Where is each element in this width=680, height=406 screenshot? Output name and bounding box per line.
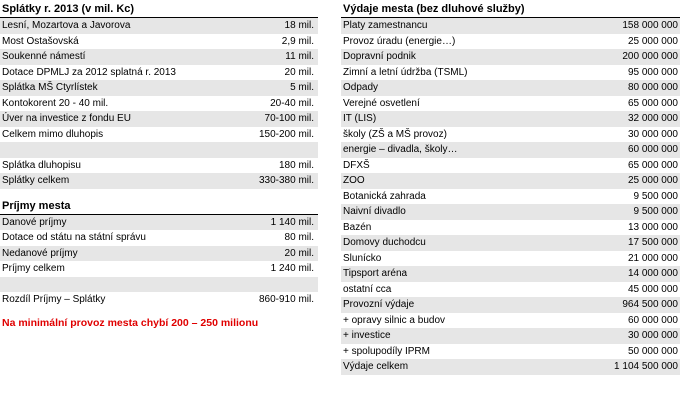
row-value: 1 104 500 000 (614, 361, 678, 372)
row-label: Bazén (343, 221, 372, 233)
row-value: 11 mil. (285, 51, 314, 62)
table-row (341, 282, 680, 298)
row-label: + investice (343, 330, 391, 341)
row-value: 60 000 000 (627, 314, 678, 326)
row-label: Nedanové príjmy (2, 247, 78, 259)
deficit-note: Na minimální provoz mesta chybí 200 – 250 milionu (2, 316, 259, 329)
table-row (0, 173, 318, 189)
table-row (0, 127, 318, 143)
row-label: Botanická zahrada (343, 190, 426, 202)
row-label: energie – divadla, školy… (343, 144, 458, 155)
table-row (0, 261, 318, 277)
table-row (341, 328, 680, 344)
row-value: 18 mil. (284, 20, 314, 31)
row-value: 80 000 000 (627, 82, 678, 93)
table-row (341, 251, 680, 267)
row-label: Úver na investice z fondu EU (2, 113, 131, 124)
table-row (341, 111, 680, 127)
repayments-title: Splátky r. 2013 (v mil. Kc) (0, 0, 318, 18)
row-label: Výdaje celkem (343, 361, 409, 372)
row-value: 964 500 000 (622, 299, 678, 310)
row-label: Lesní, Mozartova a Javorova (2, 20, 131, 31)
table-row (341, 80, 680, 96)
income-table (0, 215, 318, 308)
row-value: 13 000 000 (627, 221, 678, 233)
row-label: Zimní a letní údržba (TSML) (343, 66, 468, 78)
row-value: 860-910 mil. (258, 294, 314, 305)
income-title: Príjmy mesta (0, 197, 318, 215)
row-label: DFXŠ (343, 159, 370, 171)
table-row (0, 80, 318, 96)
repayments-table (0, 18, 318, 189)
table-row (0, 292, 318, 308)
row-value: 2,9 mil. (281, 35, 314, 47)
table-row (0, 230, 318, 246)
table-row (341, 173, 680, 189)
expenditures-section (341, 0, 680, 375)
table-row (341, 313, 680, 329)
table-row (341, 158, 680, 174)
row-value: 9 500 000 (633, 190, 678, 202)
table-row (341, 18, 680, 34)
row-value: 50 000 000 (627, 345, 678, 357)
row-label: Danové príjmy (2, 216, 67, 228)
expenditures-title: Výdaje mesta (bez dluhové služby) (341, 0, 680, 18)
row-label: ZOO (343, 175, 365, 186)
row-value: 80 mil. (284, 232, 314, 243)
row-label: Most Ostašovská (2, 35, 79, 47)
table-row (341, 142, 680, 158)
row-value: 65 000 000 (627, 97, 678, 109)
row-label: Slunícko (343, 252, 382, 264)
table-row (341, 65, 680, 81)
row-value: 45 000 000 (627, 283, 678, 295)
table-row (341, 359, 680, 375)
section-spacer (0, 189, 318, 197)
row-value: 32 000 000 (627, 113, 678, 124)
row-label: Dotace DPMLJ za 2012 splatná r. 2013 (2, 66, 176, 78)
table-row (0, 158, 318, 174)
table-row (341, 127, 680, 143)
row-label: + opravy silnic a budov (343, 314, 446, 326)
row-value: 17 500 000 (627, 237, 678, 248)
row-label: Verejné osvetlení (343, 97, 420, 109)
row-label: Kontokorent 20 - 40 mil. (2, 97, 109, 109)
row-label: Dopravní podnik (343, 51, 416, 62)
table-row (0, 277, 318, 293)
row-value: 5 mil. (290, 82, 314, 93)
row-label: školy (ZŠ a MŠ provoz) (343, 128, 447, 140)
row-label: Domovy duchodcu (343, 237, 426, 248)
row-label: Soukenné námestí (2, 51, 86, 62)
table-row (341, 96, 680, 112)
table-row (341, 204, 680, 220)
row-value: 65 000 000 (627, 159, 678, 171)
row-value: 21 000 000 (627, 252, 678, 264)
row-value: 14 000 000 (627, 268, 678, 279)
table-row (0, 65, 318, 81)
table-row (341, 220, 680, 236)
row-label: Tipsport aréna (343, 268, 408, 279)
row-label: Dotace od státu na státní správu (2, 232, 146, 243)
row-value: 200 000 000 (622, 51, 678, 62)
row-label: Rozdíl Príjmy – Splátky (2, 294, 106, 305)
row-value: 1 240 mil. (270, 263, 314, 274)
row-label: Celkem mimo dluhopis (2, 128, 104, 140)
row-value: 25 000 000 (627, 35, 678, 47)
row-label: Splátky celkem (2, 175, 70, 186)
table-row (341, 189, 680, 205)
row-label: Platy zamestnancu (343, 20, 428, 31)
row-value: 158 000 000 (622, 20, 678, 31)
row-label: Provozní výdaje (343, 299, 415, 310)
table-row (0, 34, 318, 50)
table-row (341, 297, 680, 313)
table-row (0, 49, 318, 65)
row-value: 25 000 000 (627, 175, 678, 186)
row-label: IT (LIS) (343, 113, 377, 124)
row-label: Splátka MŠ Ctyrlístek (2, 82, 98, 93)
table-row (0, 246, 318, 262)
row-label: Naivní divadlo (343, 206, 406, 217)
row-value: 95 000 000 (627, 66, 678, 78)
row-label: Príjmy celkem (2, 263, 65, 274)
table-row (341, 34, 680, 50)
table-row (0, 142, 318, 158)
row-label: Provoz úradu (energie…) (343, 35, 456, 47)
row-value: 9 500 000 (633, 206, 678, 217)
row-value: 330-380 mil. (258, 175, 314, 186)
table-row (0, 215, 318, 231)
row-label: Odpady (343, 82, 379, 93)
table-row (0, 96, 318, 112)
row-value: 60 000 000 (627, 144, 678, 155)
row-value: 20 mil. (284, 247, 314, 259)
expenditures-table (341, 18, 680, 375)
row-value: 70-100 mil. (264, 113, 314, 124)
row-label: Splátka dluhopisu (2, 159, 81, 171)
table-row (341, 235, 680, 251)
row-value: 20-40 mil. (270, 97, 314, 109)
table-row (0, 111, 318, 127)
row-value: 150-200 mil. (258, 128, 314, 140)
table-row (341, 266, 680, 282)
table-row (341, 344, 680, 360)
row-value: 30 000 000 (627, 330, 678, 341)
row-value: 180 mil. (278, 159, 314, 171)
row-value: 30 000 000 (627, 128, 678, 140)
row-value: 20 mil. (284, 66, 314, 78)
table-row (0, 18, 318, 34)
table-row (341, 49, 680, 65)
row-label: + spolupodíly IPRM (343, 345, 430, 357)
row-value: 1 140 mil. (270, 216, 314, 228)
row-label: ostatní cca (343, 283, 392, 295)
repayments-section (0, 0, 318, 330)
